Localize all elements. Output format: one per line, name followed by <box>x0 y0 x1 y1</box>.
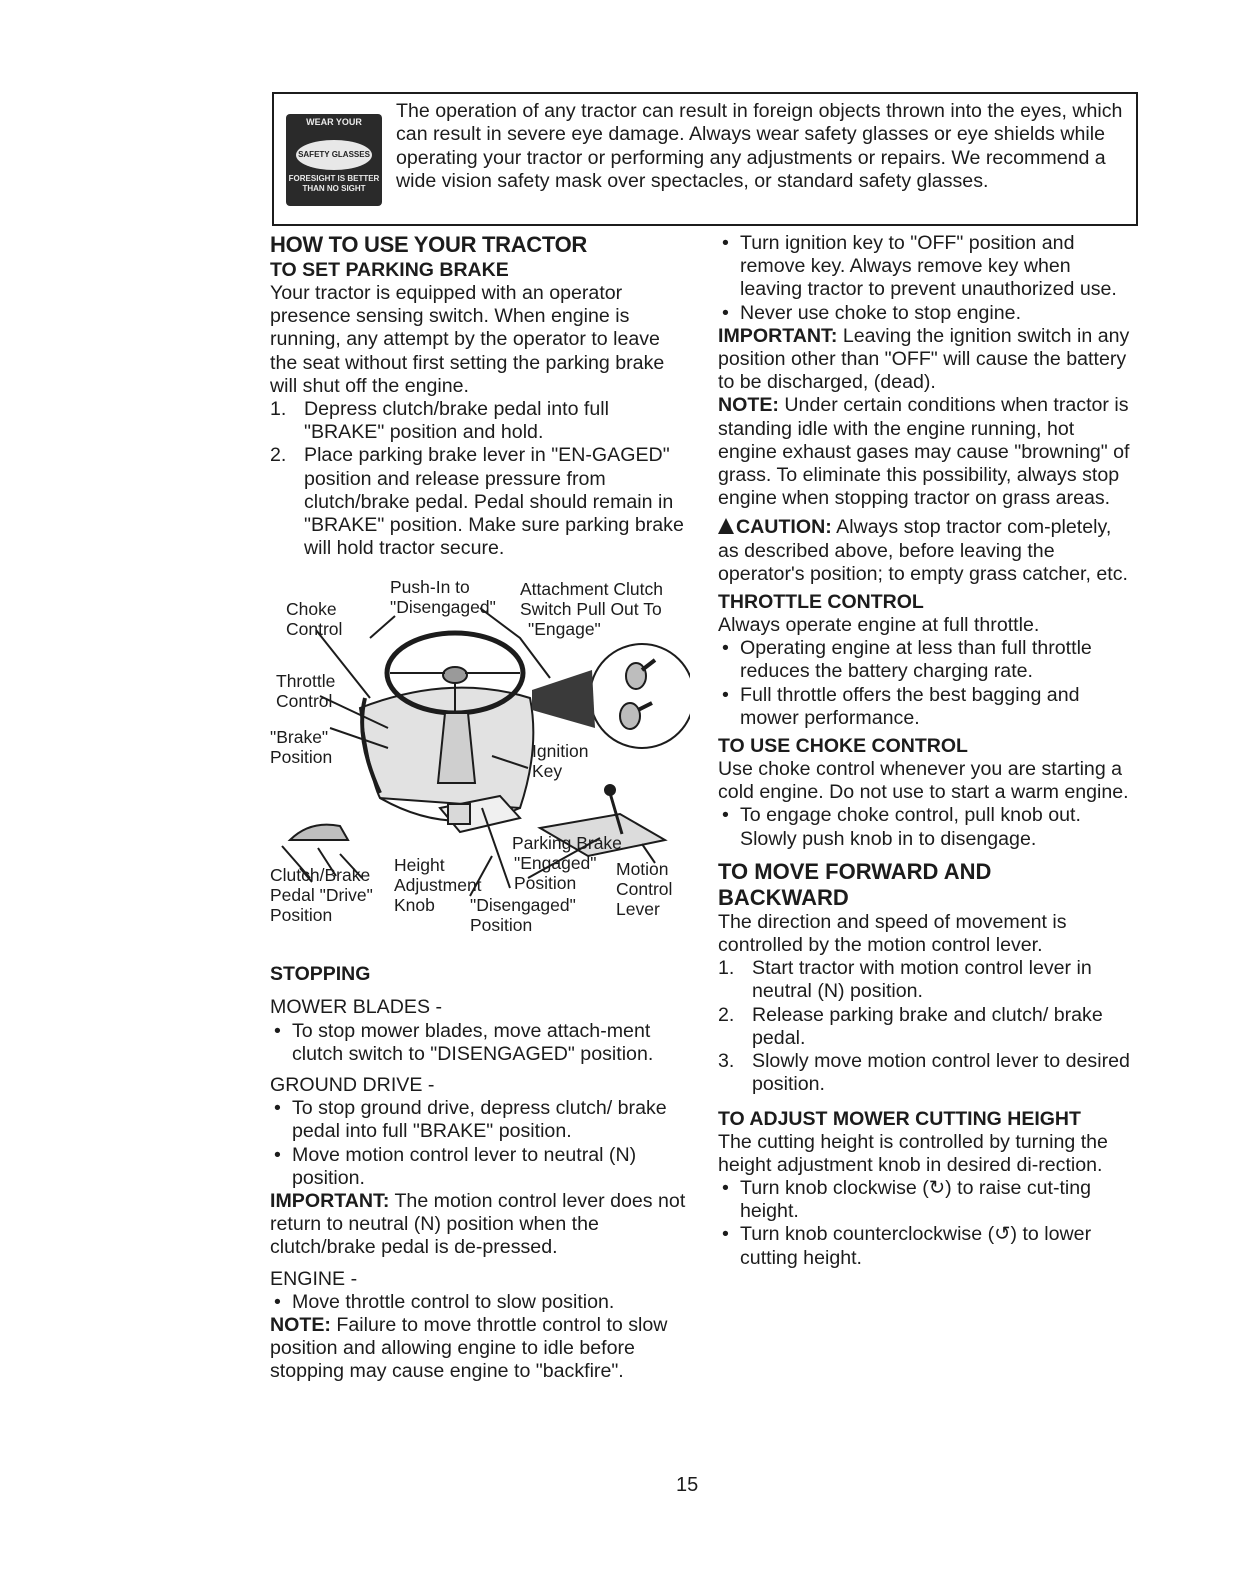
label-pedal-position: Position <box>270 905 333 926</box>
throttle-intro: Always operate engine at full throttle. <box>718 614 1040 637</box>
step-number: 2. <box>270 444 287 467</box>
step-text: Start tractor with motion control lever in neutral (N) position. <box>752 957 1092 1003</box>
label-choke: Choke <box>286 599 337 620</box>
list-item: • Move throttle control to slow position. <box>270 1291 690 1314</box>
engine-list <box>270 1291 690 1314</box>
step-text: Place parking brake lever in "EN-GAGED" position and release pressure from clutch/brake pedal. Pedal should remain in "BRAKE" position. Make sure parking brake will hold tractor secure. <box>304 444 684 560</box>
stopping-important <box>270 1190 690 1260</box>
ignition-list <box>718 232 1130 325</box>
label-pedal-drive: Pedal "Drive" <box>270 885 373 906</box>
page-number: 15 <box>676 1474 699 1496</box>
choke-heading: TO USE CHOKE CONTROL <box>718 735 968 758</box>
label-motion: Motion <box>616 859 669 880</box>
parking-brake-heading: TO SET PARKING BRAKE <box>270 259 509 281</box>
choke-intro: Use choke control whenever you are starting a cold engine. Do not use to start a warm engine. <box>718 758 1129 804</box>
label-throttle: Throttle <box>276 671 336 692</box>
label-height: Height <box>394 855 445 876</box>
list-item <box>718 1050 1130 1096</box>
cutting-height-list <box>718 1177 1130 1270</box>
list-item: • Full throttle offers the best bagging and mower performance. <box>718 684 1130 730</box>
step-number: 1. <box>718 957 735 980</box>
important-keyword: IMPORTANT: <box>270 1190 390 1213</box>
throttle-list <box>718 637 1130 730</box>
step-number: 1. <box>270 398 287 421</box>
safety-warning-text: The operation of any tractor can result in foreign objects thrown into the eyes, which can result in severe eye damage. Always wear safety glasses or eye shields while operating your tractor or performing any adjustments or repairs. We recommend a wide vision safety mask over spectacles, or standard safety glasses. <box>396 100 1123 193</box>
label-motion-lever: Lever <box>616 899 660 920</box>
list-item: • To engage choke control, pull knob out. Slowly push knob in to disengage. <box>718 804 1130 850</box>
ground-drive-label: GROUND DRIVE - <box>270 1074 435 1097</box>
label-disengaged-b: "Disengaged" <box>470 895 576 916</box>
choke-list <box>718 804 1130 850</box>
section-title: HOW TO USE YOUR TRACTOR <box>270 232 588 257</box>
caution-paragraph <box>718 516 1130 586</box>
parking-brake-intro: Your tractor is equipped with an operator presence sensing switch. When engine is running, any attempt by the operator to leave the seat without first setting the parking brake will shut off the engine. <box>270 282 665 397</box>
list-item: • To stop mower blades, move attach-ment clutch switch to "DISENGAGED" position. <box>270 1020 690 1066</box>
step-text: Slowly move motion control lever to desired position. <box>752 1050 1130 1096</box>
label-disengaged: "Disengaged" <box>390 597 496 618</box>
icon-oval-text: SAFETY GLASSES <box>296 140 372 170</box>
safety-glasses-icon <box>286 114 382 206</box>
engine-label: ENGINE - <box>270 1267 358 1290</box>
important-text: Leaving the ignition switch in any position other than "OFF" will cause the battery to be discharged, (dead). <box>718 324 1130 394</box>
important-keyword: IMPORTANT: <box>718 324 838 347</box>
step-number: 3. <box>718 1050 735 1073</box>
label-engage: "Engage" <box>528 619 601 640</box>
note-keyword: NOTE: <box>718 394 779 417</box>
step-text: Release parking brake and clutch/ brake pedal. <box>752 1003 1103 1049</box>
cutting-height-heading: TO ADJUST MOWER CUTTING HEIGHT <box>718 1107 1081 1130</box>
label-ignition: Ignition <box>532 741 589 762</box>
safety-warning-box <box>272 92 1138 226</box>
mower-blades-list <box>270 1020 690 1066</box>
browning-note <box>718 394 1130 510</box>
list-item: • Turn knob clockwise (↻) to raise cut-ting height. <box>718 1177 1130 1223</box>
step-text: Depress clutch/brake pedal into full "BRAKE" position and hold. <box>304 398 609 444</box>
label-attachment-clutch: Attachment Clutch <box>520 579 663 600</box>
parking-brake-steps <box>270 398 690 560</box>
label-switch-pull-out: Switch Pull Out To <box>520 599 662 620</box>
caution-text: Always stop tractor com-pletely, as described above, before leaving the operator's position; to empty grass catcher, etc. <box>718 516 1128 585</box>
label-knob: Knob <box>394 895 435 916</box>
note-text: Failure to move throttle control to slow position and allowing engine to idle before stopping may cause engine to "backfire". <box>270 1314 668 1383</box>
list-item <box>718 957 1130 1003</box>
mower-blades-label: MOWER BLADES - <box>270 996 443 1019</box>
label-parking-brake: Parking Brake <box>512 833 622 854</box>
left-column <box>270 232 690 1384</box>
move-intro: The direction and speed of movement is controlled by the motion control lever. <box>718 910 1067 957</box>
label-engaged: "Engaged" <box>514 853 597 874</box>
caution-triangle-icon <box>718 518 734 534</box>
caution-keyword: CAUTION: <box>736 516 832 539</box>
move-heading-line2: BACKWARD <box>718 884 849 910</box>
label-motion-control: Control <box>616 879 673 900</box>
step-number: 2. <box>718 1003 735 1026</box>
list-item: • Operating engine at less than full throttle reduces the battery charging rate. <box>718 637 1130 683</box>
stopping-heading: STOPPING <box>270 963 371 986</box>
label-clutch-brake: Clutch/Brake <box>270 865 371 886</box>
cutting-height-intro: The cutting height is controlled by turning the height adjustment knob in desired di-rection. <box>718 1130 1108 1176</box>
label-adjustment: Adjustment <box>394 875 482 896</box>
ground-drive-list <box>270 1097 690 1190</box>
ignition-important <box>718 325 1130 395</box>
label-choke-control: Control <box>286 619 343 640</box>
list-item: • Never use choke to stop engine. <box>718 302 1130 325</box>
note-text: Under certain conditions when tractor is standing idle with the engine running, hot engine exhaust gases may cause "browning" of grass. To eliminate this possibility, always stop engine when stopping tractor on grass areas. <box>718 394 1130 510</box>
throttle-heading: THROTTLE CONTROL <box>718 591 924 614</box>
stopping-note <box>270 1314 690 1384</box>
move-steps <box>718 957 1130 1096</box>
list-item <box>270 444 690 560</box>
list-item: • Turn knob counterclockwise (↺) to lower cutting height. <box>718 1223 1130 1269</box>
list-item <box>718 1004 1130 1050</box>
list-item <box>270 398 690 444</box>
list-item: • Move motion control lever to neutral (N) position. <box>270 1144 690 1190</box>
tractor-controls-diagram <box>270 578 690 956</box>
icon-top-text: WEAR YOUR <box>306 117 362 127</box>
label-brake: "Brake" <box>270 727 329 748</box>
label-disengaged-position: Position <box>470 915 533 936</box>
right-column <box>718 232 1130 1270</box>
move-heading-line1: TO MOVE FORWARD AND <box>718 858 992 884</box>
note-keyword: NOTE: <box>270 1314 331 1337</box>
important-text: The motion control lever does not return to neutral (N) position when the clutch/brake pedal is de-pressed. <box>270 1190 686 1259</box>
label-throttle-control: Control <box>276 691 333 712</box>
list-item: • Turn ignition key to "OFF" position and remove key. Always remove key when leaving tractor to prevent unauthorized use. <box>718 232 1130 302</box>
label-engaged-position: Position <box>514 873 577 894</box>
label-push-in: Push-In to <box>390 577 470 598</box>
list-item: • To stop ground drive, depress clutch/ brake pedal into full "BRAKE" position. <box>270 1097 690 1143</box>
label-key: Key <box>532 761 563 782</box>
icon-bottom-text: FORESIGHT IS BETTER THAN NO SIGHT <box>288 174 380 193</box>
label-brake-position: Position <box>270 747 333 768</box>
